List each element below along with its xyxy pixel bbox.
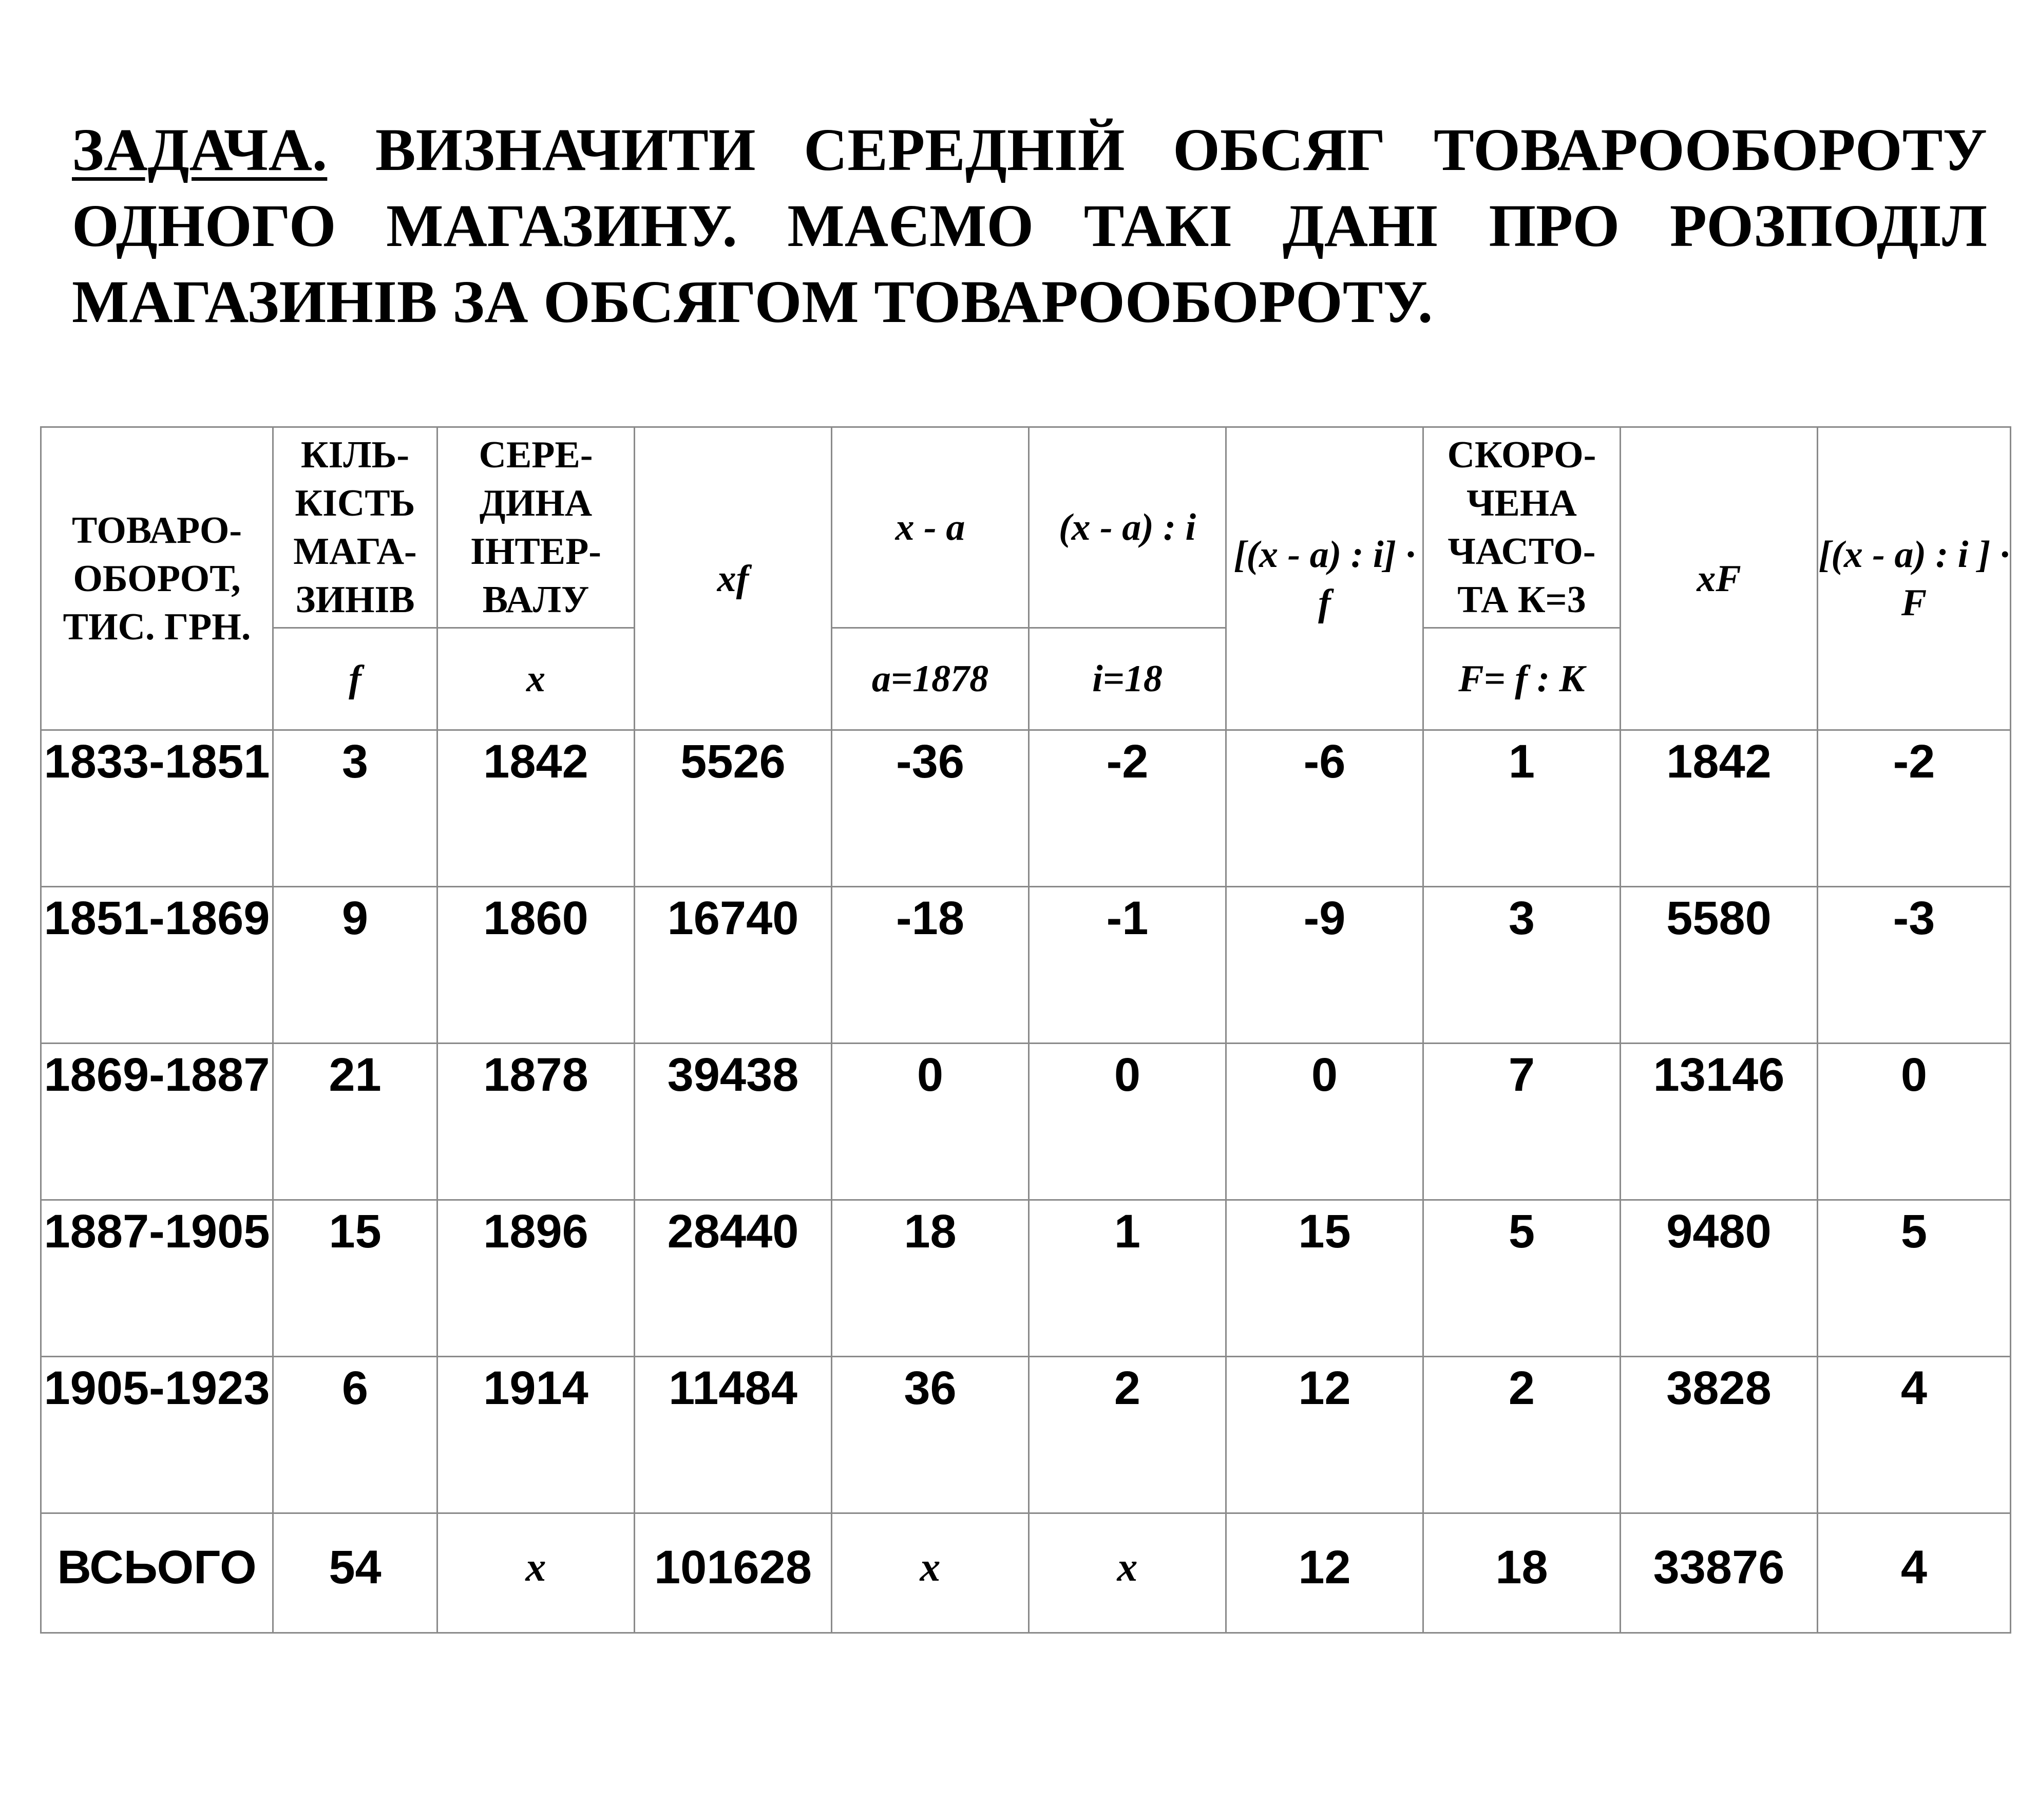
- cell-xaiF: -3: [1818, 887, 2011, 1044]
- header-turnover: ТОВАРО-ОБОРОТ, ТИС. ГРН.: [41, 427, 273, 730]
- task-text: ВИЗНАЧИТИ СЕРЕДНІЙ ОБСЯГ ТОВАРООБОРОТУ ОДНОГО МАГАЗИНУ. МАЄМО ТАКІ ДАНІ ПРО РОЗПОДІЛ МАГАЗИНІВ ЗА ОБСЯГОМ ТОВАРООБОРОТУ.: [72, 116, 1987, 335]
- table-row: [41, 1044, 2011, 1200]
- cell-xaif: 12: [1226, 1357, 1423, 1513]
- header-xai-sub: i=18: [1029, 628, 1226, 730]
- cell-xaiF: 4: [1818, 1357, 2011, 1513]
- table-row: [41, 730, 2011, 887]
- cell-f: 3: [273, 730, 437, 887]
- header-xai: (x - a) : i: [1029, 427, 1226, 628]
- task-label: ЗАДАЧА.: [72, 116, 328, 183]
- cell-xai: -1: [1029, 887, 1226, 1044]
- cell-range: 1869-1887: [41, 1044, 273, 1200]
- total-xa: x: [832, 1513, 1029, 1633]
- header-count-symbol: f: [273, 628, 437, 730]
- cell-f: 6: [273, 1357, 437, 1513]
- cell-xaiF: 0: [1818, 1044, 2011, 1200]
- total-label: ВСЬОГО: [41, 1513, 273, 1633]
- cell-F: 5: [1423, 1200, 1621, 1357]
- header-xf: xf: [635, 427, 832, 730]
- cell-xF: 9480: [1621, 1200, 1818, 1357]
- cell-xF: 1842: [1621, 730, 1818, 887]
- header-xa-sub: a=1878: [832, 628, 1029, 730]
- total-xF: 33876: [1621, 1513, 1818, 1633]
- cell-F: 2: [1423, 1357, 1621, 1513]
- total-xf: 101628: [635, 1513, 832, 1633]
- header-xF: xF: [1621, 427, 1818, 730]
- table-row: [41, 887, 2011, 1044]
- cell-xaiF: -2: [1818, 730, 2011, 887]
- cell-xaif: -9: [1226, 887, 1423, 1044]
- total-f: 54: [273, 1513, 437, 1633]
- cell-x: 1878: [437, 1044, 635, 1200]
- header-mid-symbol: x: [437, 628, 635, 730]
- header-xaif: [(x - a) : i] · f: [1226, 427, 1423, 730]
- cell-xai: -2: [1029, 730, 1226, 887]
- cell-xF: 3828: [1621, 1357, 1818, 1513]
- cell-range: 1833-1851: [41, 730, 273, 887]
- cell-xf: 5526: [635, 730, 832, 887]
- cell-xaif: 0: [1226, 1044, 1423, 1200]
- total-x: x: [437, 1513, 635, 1633]
- cell-xaif: -6: [1226, 730, 1423, 887]
- cell-F: 7: [1423, 1044, 1621, 1200]
- cell-xa: 36: [832, 1357, 1029, 1513]
- cell-xf: 16740: [635, 887, 832, 1044]
- table-row: [41, 1357, 2011, 1513]
- header-xa: x - a: [832, 427, 1029, 628]
- cell-xai: 0: [1029, 1044, 1226, 1200]
- header-short-sub: F= f : К: [1423, 628, 1621, 730]
- data-table: [40, 426, 2011, 1634]
- cell-f: 21: [273, 1044, 437, 1200]
- total-xai: x: [1029, 1513, 1226, 1633]
- header-count: КІЛЬ-КІСТЬ МАГА-ЗИНІВ: [273, 427, 437, 628]
- header-xaiF: [(x - a) : i ] · F: [1818, 427, 2011, 730]
- cell-xf: 11484: [635, 1357, 832, 1513]
- cell-xf: 39438: [635, 1044, 832, 1200]
- cell-f: 15: [273, 1200, 437, 1357]
- cell-xF: 5580: [1621, 887, 1818, 1044]
- cell-F: 1: [1423, 730, 1621, 887]
- cell-xaif: 15: [1226, 1200, 1423, 1357]
- cell-x: 1842: [437, 730, 635, 887]
- total-xaiF: 4: [1818, 1513, 2011, 1633]
- header-row-top: [41, 427, 2011, 628]
- total-F: 18: [1423, 1513, 1621, 1633]
- cell-xF: 13146: [1621, 1044, 1818, 1200]
- total-row: [41, 1513, 2011, 1633]
- cell-xa: -36: [832, 730, 1029, 887]
- cell-range: 1887-1905: [41, 1200, 273, 1357]
- task-statement: [72, 112, 1987, 340]
- cell-xa: -18: [832, 887, 1029, 1044]
- header-short: СКОРО-ЧЕНА ЧАСТО-ТА К=3: [1423, 427, 1621, 628]
- cell-range: 1905-1923: [41, 1357, 273, 1513]
- cell-xaiF: 5: [1818, 1200, 2011, 1357]
- cell-xa: 18: [832, 1200, 1029, 1357]
- cell-xai: 2: [1029, 1357, 1226, 1513]
- cell-xa: 0: [832, 1044, 1029, 1200]
- header-mid: СЕРЕ-ДИНА ІНТЕР-ВАЛУ: [437, 427, 635, 628]
- cell-F: 3: [1423, 887, 1621, 1044]
- cell-x: 1896: [437, 1200, 635, 1357]
- cell-range: 1851-1869: [41, 887, 273, 1044]
- cell-xai: 1: [1029, 1200, 1226, 1357]
- cell-x: 1914: [437, 1357, 635, 1513]
- total-xaif: 12: [1226, 1513, 1423, 1633]
- cell-f: 9: [273, 887, 437, 1044]
- cell-xf: 28440: [635, 1200, 832, 1357]
- cell-x: 1860: [437, 887, 635, 1044]
- table-row: [41, 1200, 2011, 1357]
